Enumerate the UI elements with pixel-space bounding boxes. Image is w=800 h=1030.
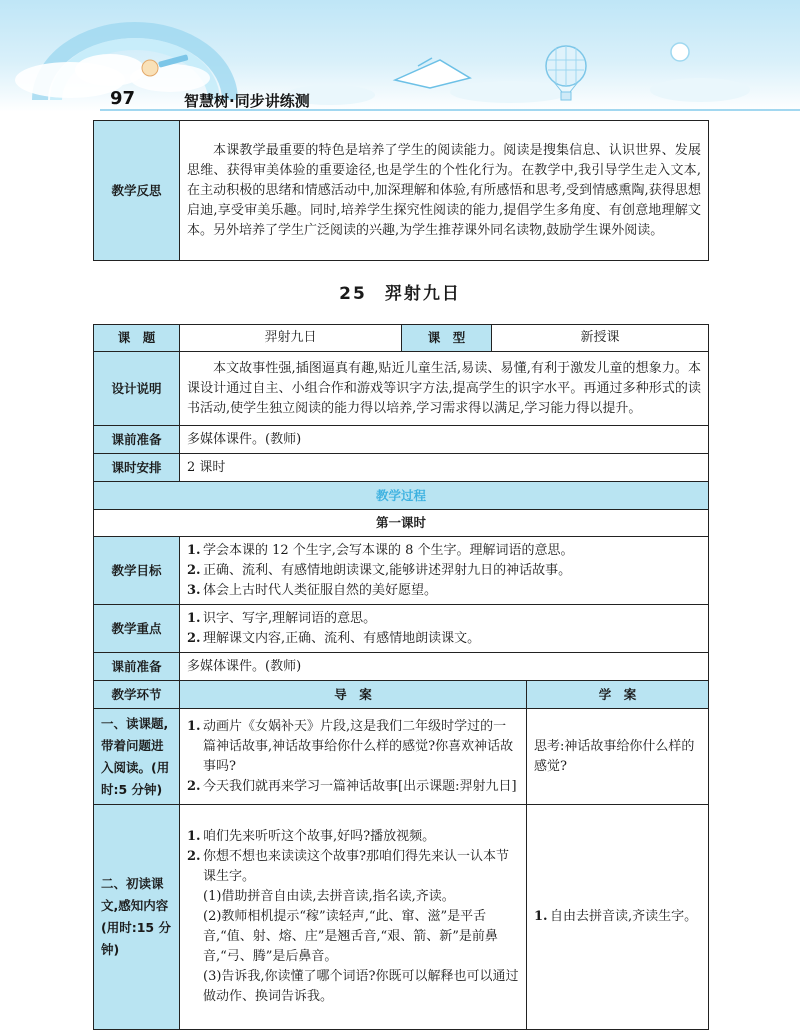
stage-1-study: 思考:神话故事给你什么样的感觉?	[527, 709, 709, 805]
stage-1-guide	[180, 709, 527, 805]
process-header: 教学过程	[94, 482, 709, 510]
list-item: 1. 动画片《女娲补天》片段,这是我们二年级时学过的一篇神话故事,神话故事给你什么样的感觉?你喜欢神话故事吗?	[187, 718, 514, 774]
focus-label: 教学重点	[94, 605, 180, 653]
prep-label: 课前准备	[94, 426, 180, 454]
study-column-header: 学 案	[527, 681, 709, 709]
type-label: 课 型	[402, 325, 492, 352]
period-header: 第一课时	[94, 510, 709, 537]
guide-column-header: 导 案	[180, 681, 527, 709]
lesson-number: 25	[339, 284, 367, 304]
list-item: 3. 体会上古时代人类征服自然的美好愿望。	[187, 582, 438, 598]
topic-label: 课 题	[94, 325, 180, 352]
reflection-label: 教学反思	[94, 121, 180, 261]
schedule-label: 课时安排	[94, 454, 180, 482]
page-number: 97	[110, 88, 136, 109]
design-text: 本文故事性强,插图逼真有趣,贴近儿童生活,易读、易懂,有利于激发儿童的想象力。本课设计通过自主、小组合作和游戏等识字方法,提高学生的识字水平。再通过多种形式的读书活动,使学生独立阅读的能力得以培养,学习需求得以满足,学习能力得以提升。	[187, 360, 701, 416]
stage-column-header: 教学环节	[94, 681, 180, 709]
list-item: 1. 自由去拼音读,齐读生字。	[534, 909, 698, 924]
guide-subitem: (2)教师相机提示“稼”读轻声,“此、窜、滋”是平舌音,“值、射、熔、庄”是翘舌音,“艰、箭、新”是前鼻音,“弓、腾”是后鼻音。	[203, 909, 498, 964]
stage-2-label: 二、初读课文,感知内容(用时:15 分钟)	[94, 805, 180, 1030]
goals-cell	[180, 537, 709, 605]
lesson-title	[0, 279, 800, 304]
stage-1-label: 一、读课题,带着问题进入阅读。(用时:5 分钟)	[94, 709, 180, 805]
prep2-label: 课前准备	[94, 653, 180, 681]
type-value: 新授课	[492, 325, 709, 352]
list-item: 2. 理解课文内容,正确、流利、有感情地朗读课文。	[187, 630, 481, 646]
goals-label: 教学目标	[94, 537, 180, 605]
focus-list	[187, 609, 701, 649]
stage-2-guide-list	[187, 827, 519, 887]
reflection-cell	[180, 121, 709, 261]
book-brand: 智慧树·同步讲练测	[184, 92, 310, 110]
design-label: 设计说明	[94, 352, 180, 426]
stage-1-guide-list	[187, 717, 519, 797]
list-item: 2. 今天我们就再来学习一篇神话故事[出示课题:羿射九日]	[187, 778, 517, 794]
prep-value: 多媒体课件。(教师)	[180, 426, 709, 454]
reflection-table	[93, 120, 709, 261]
lesson-plan-table	[93, 324, 709, 1030]
guide-subitem: (1)借助拼音自由读,去拼音读,指名读,齐读。	[203, 889, 455, 904]
page-header	[0, 0, 800, 112]
list-item: 1. 学会本课的 12 个生字,会写本课的 8 个生字。理解词语的意思。	[187, 542, 574, 558]
reflection-text: 本课教学最重要的特色是培养了学生的阅读能力。阅读是搜集信息、认识世界、发展思维、获得审美体验的重要途径,也是学生的个性化行为。在教学中,我引导学生走入文本,在主动积极的思绪和情感活动中,加深理解和体验,有所感悟和思考,受到情感熏陶,获得思想启迪,享受审美乐趣。同时,培养学生探究性阅读的能力,提倡学生多角度、有创意地理解文本。另外培养了学生广泛阅读的兴趣,为学生推荐课外同名读物,鼓励学生课外阅读。	[187, 142, 701, 238]
design-cell	[180, 352, 709, 426]
stage-2-guide	[180, 805, 527, 1030]
stage-2-study-list	[534, 907, 701, 927]
stage-2-study	[527, 805, 709, 1030]
guide-subitem: (3)告诉我,你读懂了哪个词语?你既可以解释也可以通过做动作、换词告诉我。	[203, 969, 519, 1004]
topic-value: 羿射九日	[180, 325, 402, 352]
focus-cell	[180, 605, 709, 653]
list-item: 2. 你想不想也来读读这个故事?那咱们得先来认一认本节课生字。	[187, 849, 509, 884]
goals-list	[187, 541, 701, 601]
list-item: 1. 识字、写字,理解词语的意思。	[187, 610, 377, 626]
prep2-value: 多媒体课件。(教师)	[180, 653, 709, 681]
list-item: 1. 咱们先来听听这个故事,好吗?播放视频。	[187, 829, 436, 844]
list-item: 2. 正确、流利、有感情地朗读课文,能够讲述羿射九日的神话故事。	[187, 562, 572, 578]
lesson-name: 羿射九日	[384, 284, 461, 304]
schedule-value: 2 课时	[180, 454, 709, 482]
